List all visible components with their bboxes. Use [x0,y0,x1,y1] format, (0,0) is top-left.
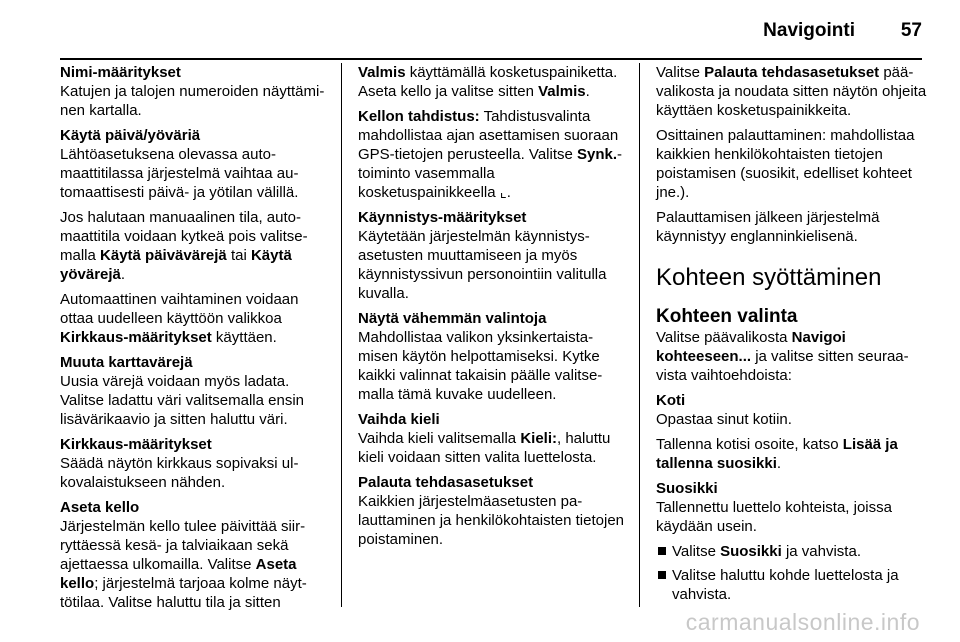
section-text: Mahdollistaa valikon yksinkertaistamisen käytön helpottamiseksi. Kytke kaikki valinnat takaisin päälle valitsemalla tämä kuvake uudelleen. [358,329,603,403]
header-rule [60,58,922,60]
paragraph: Osittainen palauttaminen: mahdollistaa kaikkien henkilökohtaisten tietojen poistamisen (suosikit, edelliset kohteet jne.). [656,127,915,201]
header-title: Navigointi [763,20,855,41]
section-text: Katujen ja talojen numeroiden näyttäminen kartalla. [60,83,325,119]
section-title: Vaihda kieli [358,411,440,428]
section-home [656,391,928,473]
section-text: Käytetään järjestelmän käynnistysasetusten muuttamiseen ja myös käynnistyssivun personointiin valitulla kuvalla. [358,228,607,302]
bullet-item: Valitse haluttu kohde luettelosta ja vahvista. [656,566,928,604]
section-text: Kaikkien järjestelmäasetusten palauttaminen ja henkilökohtaisten tietojen poistaminen. [358,493,625,548]
paragraph: Valitse päävalikosta Navigoi kohteeseen... ja valitse sitten seuraavista vaihtoehdoista: [656,329,909,384]
column-3 [656,63,928,609]
section-title: Suosikki [656,480,718,497]
section-text: Tallenna kotisi osoite, katso Lisää ja tallenna suosikki. [656,436,898,472]
softkey-icon: ⌞ [499,184,507,201]
column-1 [60,63,330,618]
page-number: 57 [900,20,922,41]
section-text: Järjestelmän kello tulee päivittää siirryttäessä kesä- ja talviaikaan sekä ajettaessa ulkomailla. Valitse Aseta kello; järjestelmä tarjoaa kolme näyttötilaa. Valitse haluttu tila ja sitten [60,518,307,611]
section-title: Käytä päivä/yöväriä [60,127,201,144]
paragraph: Palauttamisen jälkeen järjestelmä käynnistyy englanninkielisenä. [656,209,880,245]
section-text: Säädä näytön kirkkaus sopivaksi ulkovalaistukseen nähden. [60,455,299,491]
section-title: Kirkkaus-määritykset [60,436,212,453]
section-title: Nimi-määritykset [60,64,181,81]
bullet-square-icon [658,571,666,579]
section-title: Näytä vähemmän valintoja [358,310,547,327]
section-startup-settings [358,208,628,303]
section-day-night-colors [60,126,330,347]
section-text: Opastaa sinut kotiin. [656,411,792,428]
column-divider [639,63,640,607]
section-title: Aseta kello [60,499,140,516]
section-text: Vaihda kieli valitsemalla Kieli:, haluttu kieli voidaan sitten valita luettelosta. [358,430,611,466]
paragraph: Valitse Palauta tehdasasetukset päävalikosta ja noudata sitten näytön ohjeita käyttäen kosketuspainikkeita. [656,64,927,119]
bullet-square-icon [658,547,666,555]
section-map-colors [60,353,330,429]
section-fewer-options [358,309,628,404]
section-title: Koti [656,392,686,409]
section-factory-reset [358,473,628,549]
column-divider [341,63,342,607]
section-title: Palauta tehdasasetukset [358,474,534,491]
paragraph: Valmis käyttämällä kosketuspainiketta. Aseta kello ja valitse sitten Valmis. [358,64,618,100]
chapter-heading: Kohteen syöttäminen [656,264,882,291]
column-2 [358,63,628,555]
section-text: Uusia värejä voidaan myös ladata. Valitse ladattu väri valitsemalla ensin lisävärikaavio ja sitten haluttu väri. [60,373,305,428]
section-brightness [60,435,330,492]
section-text: Automaattinen vaihtaminen voidaan ottaa uudelleen käyttöön valikkoa Kirkkaus-määritykset käyttäen. [60,291,299,346]
subsection-heading: Kohteen valinta [656,306,798,327]
section-title: Käynnistys-määritykset [358,209,527,226]
section-name-settings [60,63,330,120]
section-change-language [358,410,628,467]
paragraph: Kellon tahdistus: Tahdistusvalinta mahdollistaa ajan asettamisen suoraan GPS-tietojen perusteella. Valitse Synk.-toiminto vasemmalla kosketuspainikkeella ⌞. [358,108,623,201]
watermark: carmanualsonline.info [685,609,920,635]
section-favorites [656,479,928,604]
section-set-clock [60,498,330,612]
section-text: Jos halutaan manuaalinen tila, automaattitila voidaan kytkeä pois valitsemalla Käytä päivävärejä tai Käytä yövärejä. [60,209,308,283]
section-text: Tallennettu luettelo kohteista, joissa käydään usein. [656,499,892,535]
section-text: Lähtöasetuksena olevassa automaattitilassa järjestelmä vaihtaa automaattisesti päivä- ja yötilan välillä. [60,146,299,201]
section-title: Muuta karttavärejä [60,354,193,371]
bullet-item: Valitse Suosikki ja vahvista. [656,542,928,561]
